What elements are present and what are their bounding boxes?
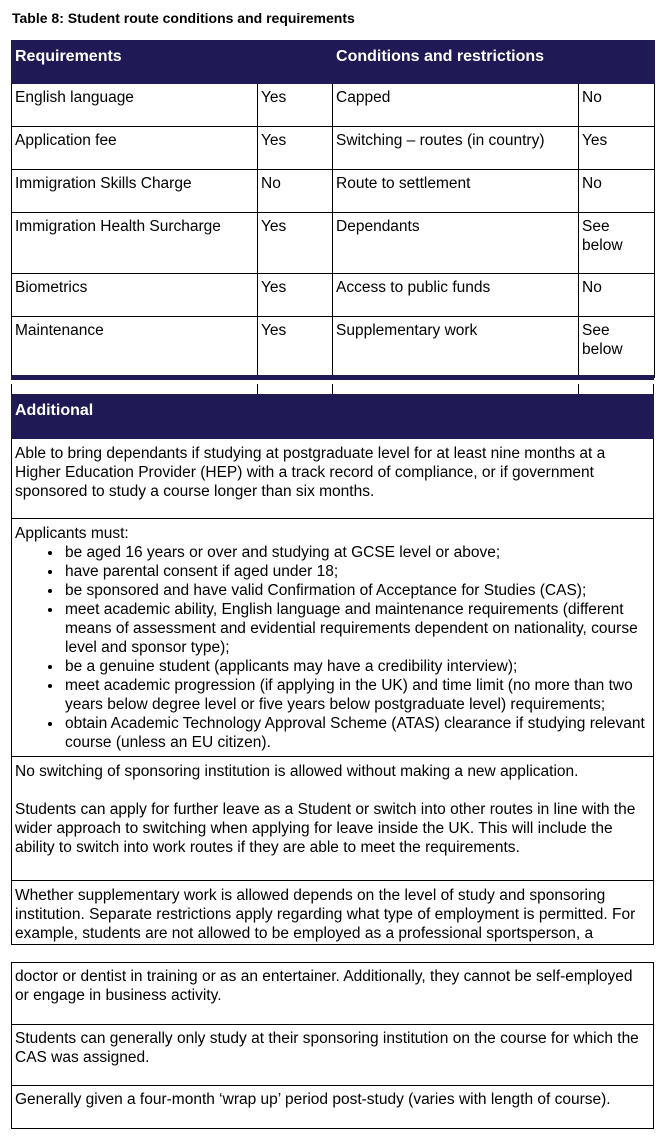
requirement-value: Yes bbox=[258, 317, 333, 378]
condition-value: No bbox=[579, 274, 655, 317]
requirement-value: No bbox=[258, 170, 333, 213]
applicants-list bbox=[15, 543, 650, 752]
switching-text-2: Students can apply for further leave as a Student or switch into other routes in line with the wider approach to switching when applying for leave inside the UK. This will include the ability to switch into work routes if they are able to meet the requirements. bbox=[15, 801, 636, 856]
requirement-value: Yes bbox=[258, 127, 333, 170]
additional-table bbox=[11, 394, 654, 945]
header-requirements: Requirements bbox=[12, 41, 333, 84]
list-item: • obtain Academic Technology Approval Scheme (ATAS) clearance if studying relevant course (unless an EU citizen). bbox=[63, 714, 650, 752]
condition-label: Supplementary work bbox=[333, 317, 579, 378]
header-conditions: Conditions and restrictions bbox=[333, 41, 655, 84]
switching-cell bbox=[12, 757, 654, 881]
table-row bbox=[12, 127, 655, 170]
dependants-cell: Able to bring dependants if studying at postgraduate level for at least nine months at a Higher Education Provider (HEP) with a track record of compliance, or if government sponsored to study a course longer than six months. bbox=[12, 439, 654, 519]
table-row bbox=[12, 274, 655, 317]
requirement-label: Application fee bbox=[12, 127, 258, 170]
list-item: • be aged 16 years or over and studying at GCSE level or above; bbox=[63, 543, 650, 562]
requirement-label: Immigration Skills Charge bbox=[12, 170, 258, 213]
study-cell: Students can generally only study at their sponsoring institution on the course for which the CAS was assigned. bbox=[12, 1025, 654, 1086]
applicants-cell bbox=[12, 519, 654, 757]
requirement-value: Yes bbox=[258, 213, 333, 274]
table-divider-bar bbox=[11, 375, 654, 380]
condition-value: No bbox=[579, 84, 655, 127]
list-item: • meet academic ability, English language and maintenance requirements (different means of assessment and evidential requirements dependent on nationality, course level and sponsor type); bbox=[63, 600, 650, 657]
requirement-label: Biometrics bbox=[12, 274, 258, 317]
table-row bbox=[12, 84, 655, 127]
additional-table-continued bbox=[11, 962, 654, 1129]
condition-value: Yes bbox=[579, 127, 655, 170]
supplementary-work-continued: doctor or dentist in training or as an entertainer. Additionally, they cannot be self-employed or engage in business activity. bbox=[12, 963, 654, 1025]
table-row bbox=[12, 170, 655, 213]
condition-label: Route to settlement bbox=[333, 170, 579, 213]
condition-value: See below bbox=[579, 213, 655, 274]
requirement-label: English language bbox=[12, 84, 258, 127]
requirements-table bbox=[11, 40, 655, 378]
applicants-intro: Applicants must: bbox=[15, 525, 129, 542]
table-row bbox=[12, 317, 655, 378]
switching-text-1: No switching of sponsoring institution is allowed without making a new application. bbox=[15, 763, 579, 780]
additional-header: Additional bbox=[12, 395, 654, 439]
table-row bbox=[12, 213, 655, 274]
list-item: • meet academic progression (if applying in the UK) and time limit (no more than two years below degree level or five years below postgraduate level) requirements; bbox=[63, 676, 650, 714]
column-tick-marks bbox=[11, 384, 654, 394]
supplementary-work-cell: Whether supplementary work is allowed depends on the level of study and sponsoring institution. Separate restrictions apply regarding what type of employment is permitted. For example, students are not allowed to be employed as a professional sportsperson, a bbox=[12, 881, 654, 945]
list-item: • have parental consent if aged under 18; bbox=[63, 562, 650, 581]
condition-value: No bbox=[579, 170, 655, 213]
requirement-value: Yes bbox=[258, 84, 333, 127]
list-item: • be sponsored and have valid Confirmation of Acceptance for Studies (CAS); bbox=[63, 581, 650, 600]
condition-label: Access to public funds bbox=[333, 274, 579, 317]
wrap-up-cell: Generally given a four-month ‘wrap up’ period post-study (varies with length of course). bbox=[12, 1086, 654, 1129]
requirement-label: Immigration Health Surcharge bbox=[12, 213, 258, 274]
requirement-label: Maintenance bbox=[12, 317, 258, 378]
condition-label: Dependants bbox=[333, 213, 579, 274]
table-caption: Table 8: Student route conditions and requirements bbox=[12, 10, 355, 26]
condition-value: See below bbox=[579, 317, 655, 378]
requirement-value: Yes bbox=[258, 274, 333, 317]
condition-label: Capped bbox=[333, 84, 579, 127]
list-item: • be a genuine student (applicants may have a credibility interview); bbox=[63, 657, 650, 676]
condition-label: Switching – routes (in country) bbox=[333, 127, 579, 170]
